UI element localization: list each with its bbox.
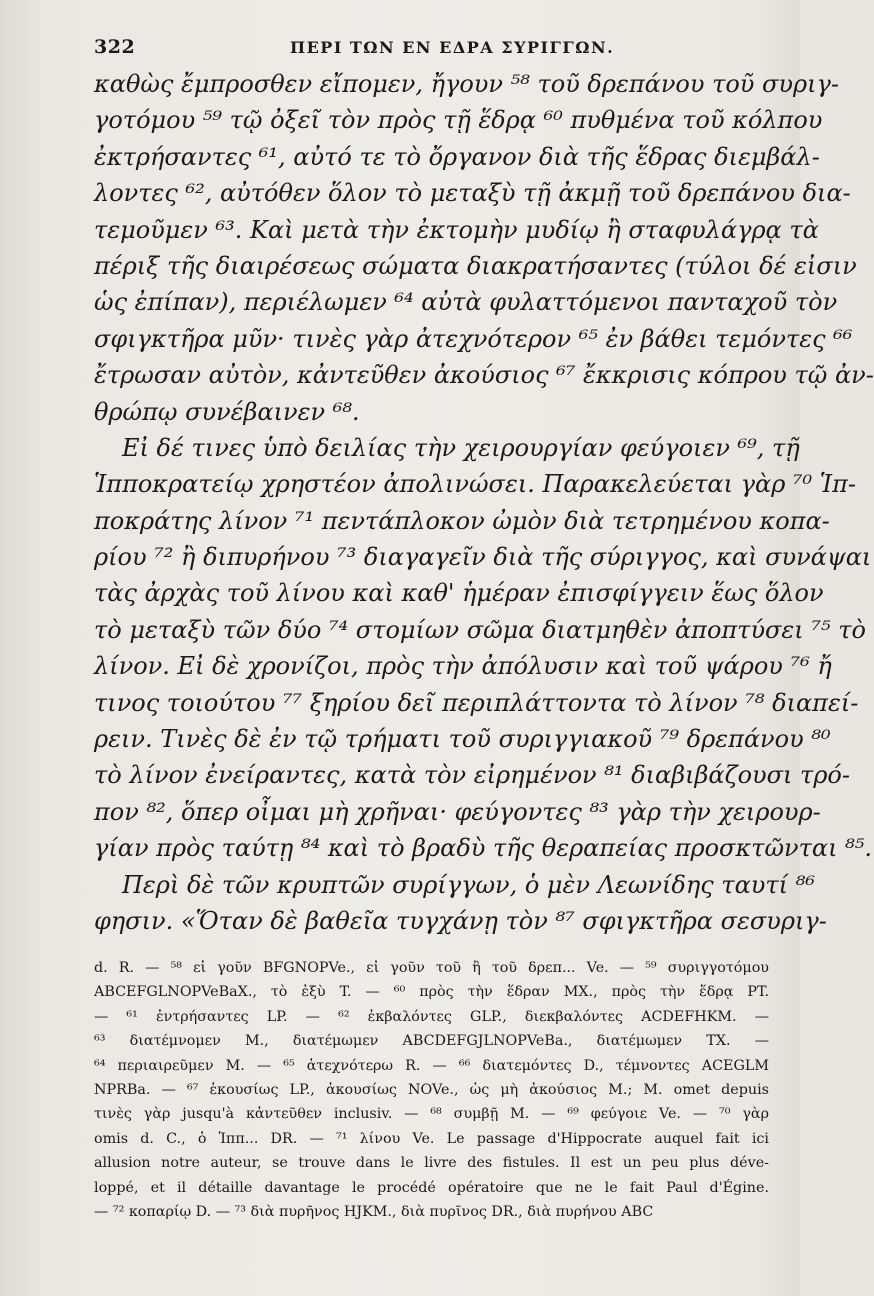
text-line: ρειν. Τινὲς δὲ ἐν τῷ τρήματι τοῦ συριγγιακοῦ ⁷⁹ δρεπάνου ⁸⁰: [94, 725, 831, 754]
footnote-line: NPRBa. — ⁶⁷ ἑκουσίως LP., ἀκουσίως NOVe., ὡς μὴ ἀκούσιος M.; M. omet depuis: [94, 1081, 769, 1098]
text-line: ὡς ἐπίπαν), περιέλωμεν ⁶⁴ αὐτὰ φυλαττόμενοι πανταχοῦ τὸν: [94, 288, 838, 317]
greek-main-text: [94, 66, 874, 939]
text-line: τινος τοιούτου ⁷⁷ ξηρίου δεῖ περιπλάττοντα τὸ λίνον ⁷⁸ διαπεί-: [94, 688, 859, 717]
text-line: ποκράτης λίνον ⁷¹ πεντάπλοκον ὠμὸν διὰ τετρημένου κοπα-: [94, 506, 830, 535]
text-line: πον ⁸², ὅπερ οἶμαι μὴ χρῆναι· φεύγοντες ⁸³ γὰρ τὴν χειρουρ-: [94, 797, 821, 826]
footnote-line: ABCEFGLNOPVeBaX., τὸ ἐξὺ T. — ⁶⁰ πρὸς τὴν ἕδραν MX., πρὸς τὴν ἕδρᾳ PT.: [94, 984, 769, 1001]
footnotes: [94, 956, 769, 1224]
running-title: ΠΕΡΙ ΤΩΝ ΕΝ ΕΔΡΑ ΣΥΡΙΓΓΩΝ.: [290, 38, 615, 57]
text-line: πέριξ τῆς διαιρέσεως σώματα διακρατήσαντες (τύλοι δέ εἰσιν: [94, 251, 857, 280]
text-line: τὸ μεταξὺ τῶν δύο ⁷⁴ στομίων σῶμα διατμηθὲν ἀποπτύσει ⁷⁵ τὸ: [94, 615, 866, 644]
text-line: τεμοῦμεν ⁶³. Καὶ μετὰ τὴν ἐκτομὴν μυδίῳ ἢ σταφυλάγρᾳ τὰ: [94, 215, 819, 244]
footnote-line: — ⁶¹ ἐντρήσαντες LP. — ⁶² ἐκβαλόντες GLP., διεκβαλόντες ACDEFHKM. —: [94, 1008, 769, 1025]
footnote-line: omis d. C., ὁ Ἱππ... DR. — ⁷¹ λίνου Ve. Le passage d'Hippocrate auquel fait ici: [94, 1130, 769, 1147]
text-line: Ἱπποκρατείῳ χρηστέον ἀπολινώσει. Παρακελεύεται γὰρ ⁷⁰ Ἱπ-: [94, 470, 856, 499]
text-line: σφιγκτῆρα μῦν· τινὲς γὰρ ἀτεχνότερον ⁶⁵ ἐν βάθει τεμόντες ⁶⁶: [94, 324, 853, 353]
text-line: θρώπῳ συνέβαινεν ⁶⁸.: [94, 397, 360, 426]
footnote-line: allusion notre auteur, se trouve dans le livre des fistules. Il est un peu plus déve-: [94, 1155, 769, 1172]
footnote-line: ⁶⁴ περιαιρεῦμεν M. — ⁶⁵ ἀτεχνότερω R. — ⁶⁶ διατεμόντες D., τέμνοντες ACEGLM: [94, 1057, 769, 1074]
footnote-line: d. R. — ⁵⁸ εἰ γοῦν BFGNOPVe., εἰ γοῦν τοῦ ἢ τοῦ δρεπ... Ve. — ⁵⁹ συριγγοτόμου: [94, 960, 769, 976]
footnote-line: loppé, et il détaille davantage le procédé opératoire que ne le fait Paul d'Égine.: [94, 1179, 769, 1196]
footnote-line: — ⁷² κοπαρίῳ D. — ⁷³ διὰ πυρῆνος HJKM., διὰ πυρῖνος DR., διὰ πυρήνου ABC: [94, 1203, 654, 1220]
text-line: λίνον. Εἰ δὲ χρονίζοι, πρὸς τὴν ἀπόλυσιν καὶ τοῦ ψάρου ⁷⁶ ἤ: [94, 652, 832, 681]
text-line: ρίου ⁷² ἢ διπυρήνου ⁷³ διαγαγεῖν διὰ τῆς σύριγγος, καὶ συνάψαι: [94, 543, 872, 572]
text-line: ἔτρωσαν αὐτὸν, κἀντεῦθεν ἀκούσιος ⁶⁷ ἔκκρισις κόπρου τῷ ἀν-: [94, 361, 874, 390]
text-line: τὸ λίνον ἐνείραντες, κατὰ τὸν εἰρημένον ⁸¹ διαβιβάζουσι τρό-: [94, 761, 850, 790]
footnote-line: τινὲς γὰρ jusqu'à κἀντεῦθεν inclusiv. — ⁶⁸ συμβῇ M. — ⁶⁹ φεύγοιε Ve. — ⁷⁰ γὰρ: [94, 1106, 769, 1123]
text-line: γοτόμου ⁵⁹ τῷ ὀξεῖ τὸν πρὸς τῇ ἕδρᾳ ⁶⁰ πυθμένα τοῦ κόλπου: [94, 106, 823, 135]
text-line: Περὶ δὲ τῶν κρυπτῶν συρίγγων, ὁ μὲν Λεωνίδης ταυτί ⁸⁶: [122, 870, 815, 899]
page-number: 322: [94, 36, 136, 58]
text-line: Εἰ δέ τινες ὑπὸ δειλίας τὴν χειρουργίαν φεύγοιεν ⁶⁹, τῇ: [122, 433, 800, 462]
text-line: ἐκτρήσαντες ⁶¹, αὐτό τε τὸ ὄργανον διὰ τῆς ἕδρας διεμβάλ-: [94, 142, 820, 171]
text-line: φησιν. «Ὅταν δὲ βαθεῖα τυγχάνῃ τὸν ⁸⁷ σφιγκτῆρα σεσυριγ-: [94, 906, 827, 935]
text-line: γίαν πρὸς ταύτῃ ⁸⁴ καὶ τὸ βραδὺ τῆς θεραπείας προσκτῶνται ⁸⁵.: [94, 834, 873, 863]
page-header: [94, 36, 760, 62]
text-line: καθὼς ἔμπροσθεν εἴπομεν, ἤγουν ⁵⁸ τοῦ δρεπάνου τοῦ συριγ-: [94, 70, 839, 98]
footnote-line: ⁶³ διατέμνομεν M., διατέμωμεν ABCDEFGJLNOPVeBa., διατέμωμεν TX. —: [94, 1033, 769, 1050]
text-line: λοντες ⁶², αὐτόθεν ὅλον τὸ μεταξὺ τῇ ἀκμῇ τοῦ δρεπάνου δια-: [94, 179, 851, 208]
text-line: τὰς ἀρχὰς τοῦ λίνου καὶ καθ' ἡμέραν ἐπισφίγγειν ἕως ὅλον: [94, 579, 824, 608]
